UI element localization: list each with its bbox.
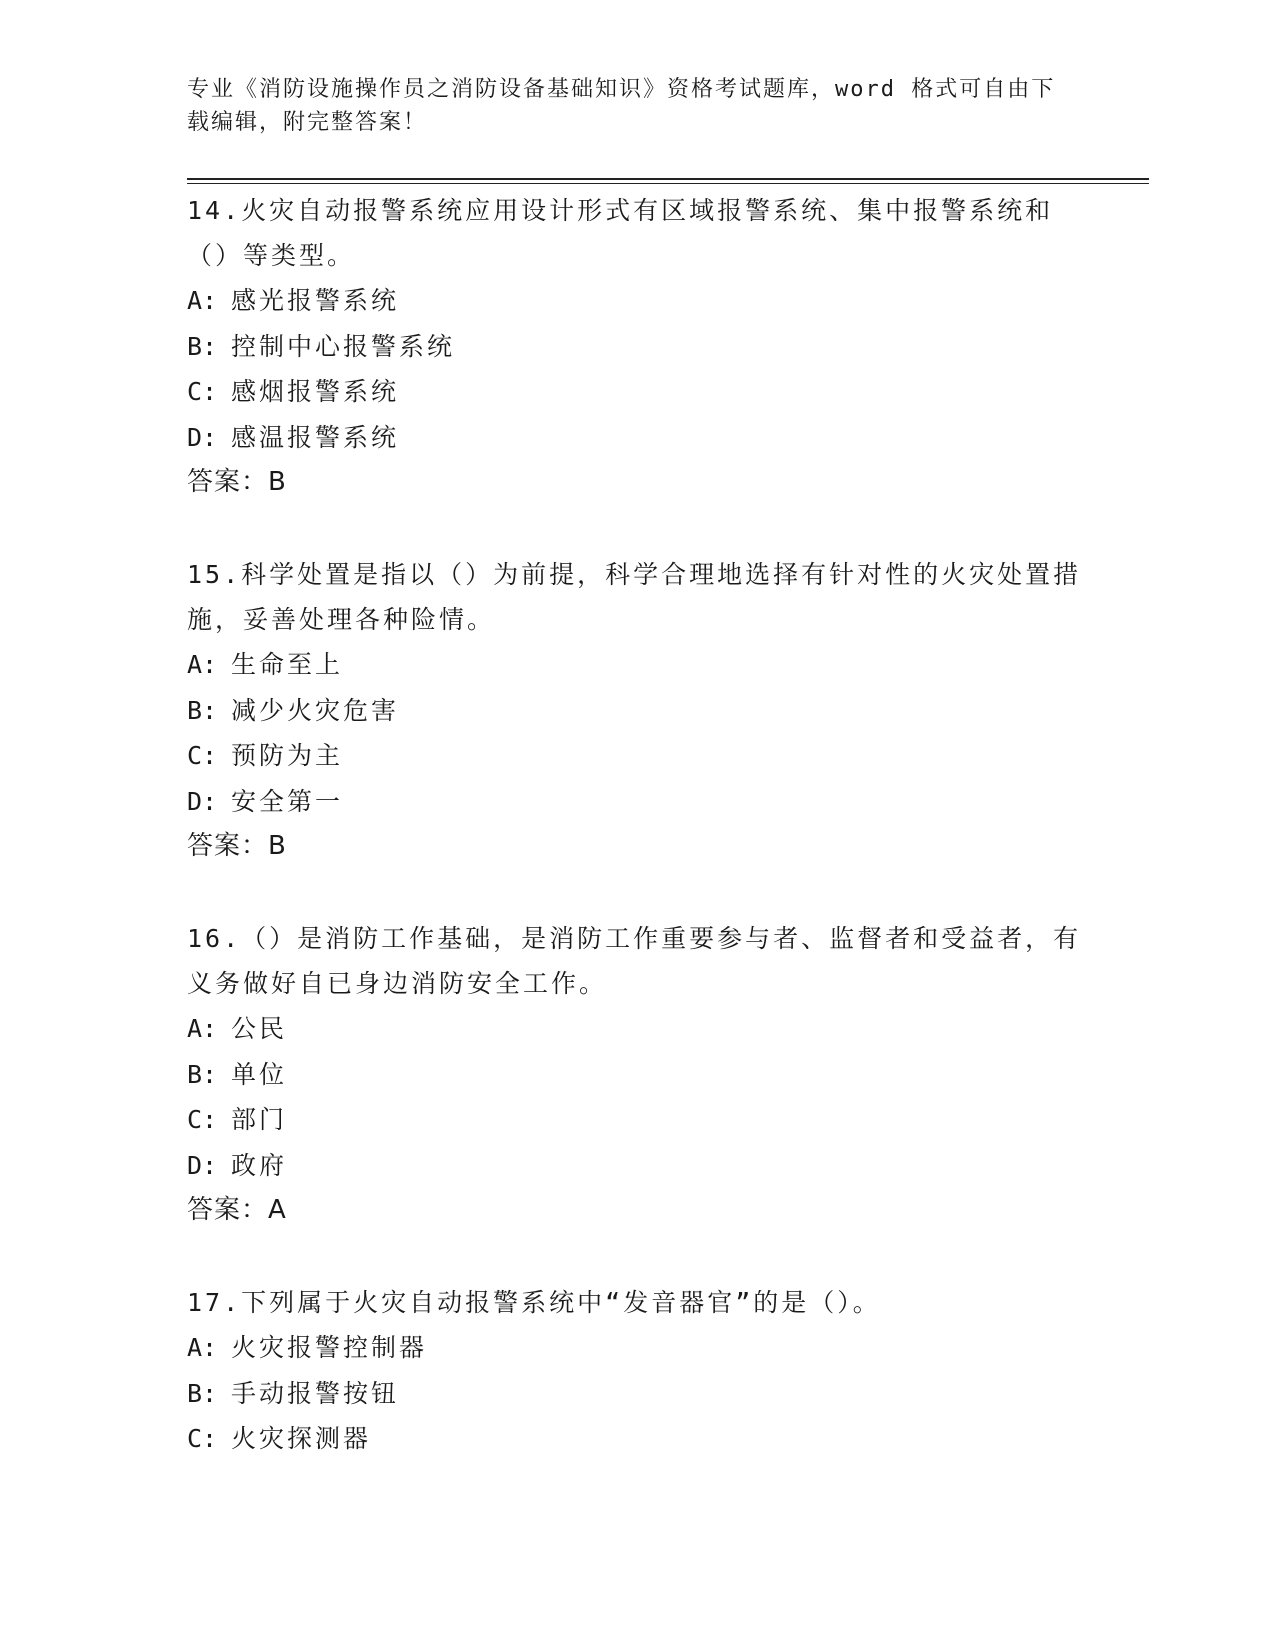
option-letter: B:: [187, 1378, 218, 1408]
option-text: 部门: [231, 1105, 288, 1134]
option-b: [187, 1371, 1087, 1417]
header-divider-thin: [187, 183, 1149, 184]
option-letter: D:: [187, 422, 218, 452]
option-a: [187, 642, 1087, 688]
option-letter: C:: [187, 1424, 218, 1453]
option-letter: A:: [187, 1333, 218, 1362]
option-letter: C:: [187, 1105, 218, 1134]
option-c: [187, 369, 1087, 415]
option-text: 公民: [231, 1014, 288, 1043]
question-15: [187, 552, 1087, 869]
option-b: [187, 324, 1087, 370]
option-text: 感烟报警系统: [231, 377, 400, 406]
option-letter: C:: [187, 377, 218, 406]
option-letter: B:: [187, 695, 218, 725]
option-d: [187, 1143, 1087, 1189]
option-a: [187, 1006, 1087, 1052]
option-b: [187, 688, 1087, 734]
option-letter: A:: [187, 286, 218, 315]
document-header: 专业《消防设施操作员之消防设备基础知识》资格考试题库，word 格式可自由下载编辑，附完整答案！: [187, 77, 1056, 135]
option-letter: B:: [187, 1059, 218, 1089]
option-letter: C:: [187, 741, 218, 770]
header-divider-thick: [187, 178, 1149, 180]
option-text: 感光报警系统: [231, 286, 400, 315]
option-text: 手动报警按钮: [231, 1378, 400, 1408]
question-stem: 14.火灾自动报警系统应用设计形式有区域报警系统、集中报警系统和（）等类型。: [187, 196, 1054, 270]
option-text: 火灾探测器: [231, 1424, 372, 1453]
option-c: [187, 733, 1087, 779]
option-letter: D:: [187, 1150, 218, 1180]
option-d: [187, 415, 1087, 461]
option-text: 火灾报警控制器: [231, 1333, 428, 1362]
option-text: 单位: [231, 1059, 288, 1089]
option-text: 安全第一: [231, 786, 344, 816]
option-b: [187, 1052, 1087, 1098]
option-text: 控制中心报警系统: [231, 331, 456, 361]
answer-line: 答案：B: [187, 467, 287, 497]
answer-line: 答案：B: [187, 831, 287, 861]
option-a: [187, 278, 1087, 324]
question-16: [187, 916, 1087, 1233]
option-text: 预防为主: [231, 741, 344, 770]
option-letter: D:: [187, 786, 218, 816]
option-text: 政府: [231, 1150, 288, 1180]
option-letter: B:: [187, 331, 218, 361]
option-text: 生命至上: [231, 650, 344, 679]
answer-line: 答案：A: [187, 1195, 287, 1225]
question-stem: 17.下列属于火灾自动报警系统中“发音器官”的是（）。: [187, 1288, 881, 1317]
question-17: [187, 1280, 1087, 1462]
question-stem: 16.（）是消防工作基础，是消防工作重要参与者、监督者和受益者，有义务做好自已身边消防安全工作。: [187, 924, 1082, 998]
option-text: 减少火灾危害: [231, 695, 400, 725]
option-d: [187, 779, 1087, 825]
option-letter: A:: [187, 1014, 218, 1043]
question-list: [187, 188, 1087, 1509]
option-a: [187, 1325, 1087, 1371]
question-14: [187, 188, 1087, 505]
option-letter: A:: [187, 650, 218, 679]
option-text: 感温报警系统: [231, 422, 400, 452]
question-stem: 15.科学处置是指以（）为前提，科学合理地选择有针对性的火灾处置措施，妥善处理各种险情。: [187, 560, 1082, 634]
option-c: [187, 1097, 1087, 1143]
option-c: [187, 1416, 1087, 1462]
